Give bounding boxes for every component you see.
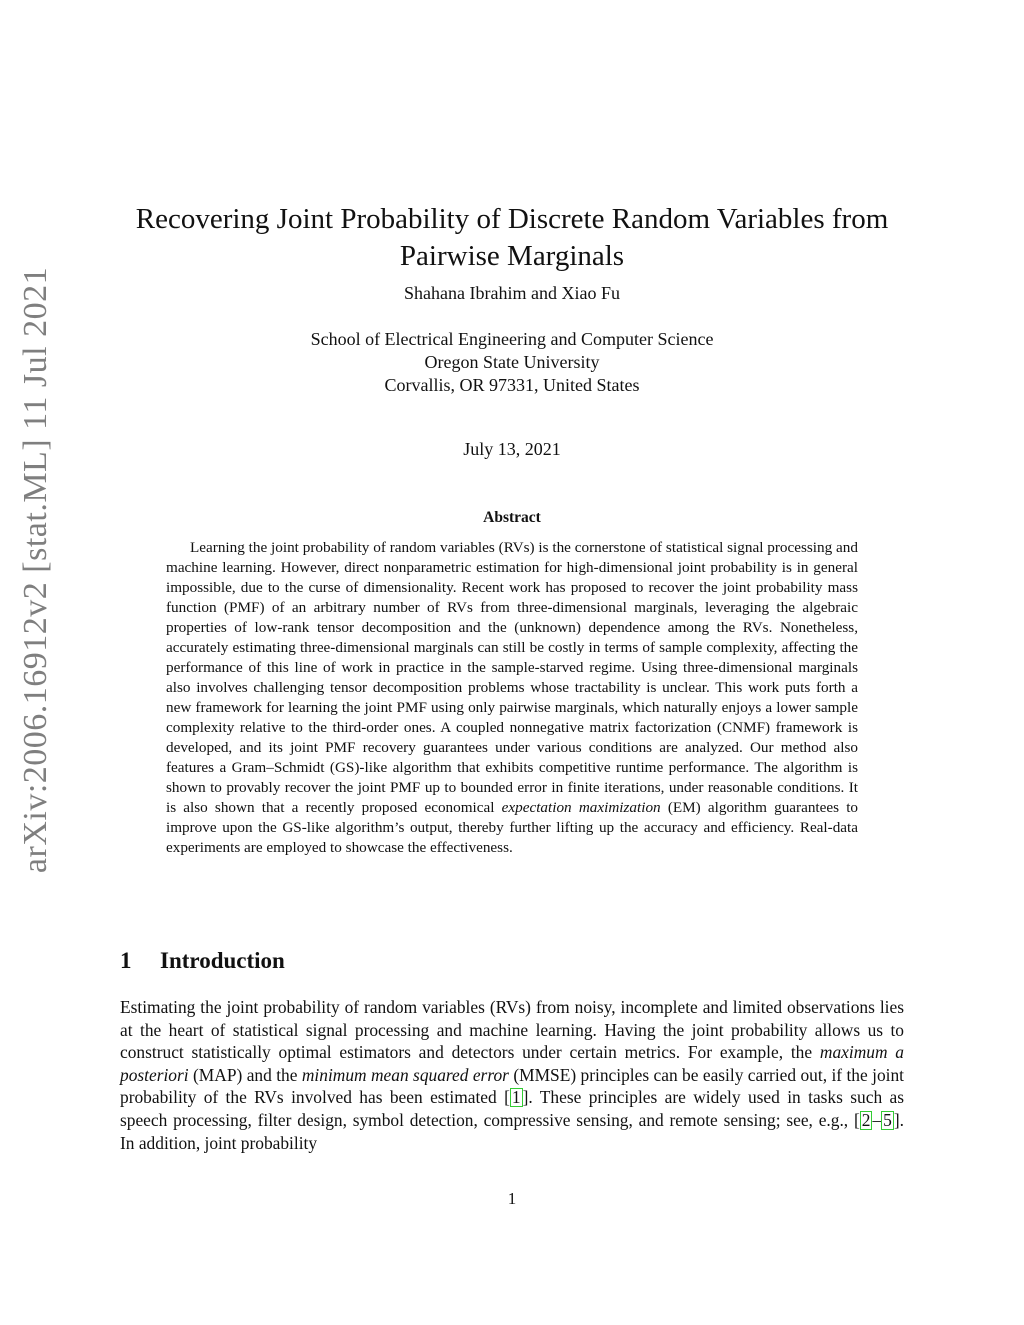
abstract-em-term: expectation maximization (501, 799, 661, 816)
paper-title: Recovering Joint Probability of Discrete Random Variables from Pairwise Marginals (135, 203, 889, 273)
abstract-body (166, 538, 858, 858)
citation-link-5[interactable]: 5 (883, 1109, 892, 1130)
abstract-heading: Abstract (483, 509, 541, 526)
section-heading (120, 948, 285, 974)
mmse-term: minimum mean squared error (301, 1064, 509, 1085)
intro-text-a: Estimating the joint probability of random variables (RVs) from noisy, incomplete and limited observations lies at the heart of statistical signal processing and machine learning. Having the joint probability allows us to construct statistically optimal estimators and detectors under certain metrics. For example, the (120, 997, 904, 1063)
authors: Shahana Ibrahim and Xiao Fu (404, 283, 620, 303)
citation-dash: – (872, 1109, 882, 1130)
intro-body (120, 996, 904, 1154)
intro-text-c: (MMSE) principles can be easily carried out, if the joint probability of the RVs involved has been estimated (120, 1064, 904, 1108)
affiliation-university: Oregon State University (424, 352, 600, 372)
citation-link-2[interactable]: 2 (861, 1109, 871, 1130)
abstract-text-1: Learning the joint probability of random variables (RVs) is the cornerstone of statistical signal processing and machine learning. However, direct nonparametric estimation for high-dimensional joint probability is in general impossible, due to the curse of dimensionality. Recent work has proposed to recover the joint probability mass function (PMF) of an arbitrary number of RVs from three-dimensional marginals, leveraging the algebraic properties of low-rank tensor decomposition and the (unknown) dependence among the RVs. Nonetheless, accurately estimating three-dimensional marginals can still be costly in terms of sample complexity, affecting the performance of this line of work in practice in the sample-starved regime. Using three-dimensional marginals also involves challenging tensor decomposition problems whose tractability is unclear. This work puts forth a new framework for learning the joint PMF using only pairwise marginals, which naturally enjoys a lower sample complexity relative to the third-order ones. A coupled nonnegative matrix factorization (CNMF) framework is developed, and its joint PMF recovery guarantees under various conditions are analyzed. Our method also features a Gram–Schmidt (GS)-like algorithm that exhibits competitive runtime performance. The algorithm is shown to provably recover the joint PMF up to bounded error in finite iterations, under reasonable conditions. It is also shown that a recently proposed economical (166, 539, 858, 816)
intro-text-e: . In addition, joint probability (120, 1109, 904, 1153)
abstract-text-2: (EM) algorithm guarantees to improve upon the GS-like algorithm’s output, thereby further lifting up the accuracy and efficiency. Real-data experiments are employed to showcase the effectiveness. (166, 799, 859, 856)
abstract-paragraph (166, 538, 858, 858)
affiliation-school: School of Electrical Engineering and Computer Science (310, 329, 714, 349)
paper-date: July 13, 2021 (463, 439, 561, 459)
affiliation-address: Corvallis, OR 97331, United States (384, 375, 640, 395)
map-term: maximum a posteriori (120, 1042, 904, 1085)
intro-text-b: (MAP) and the (193, 1064, 298, 1085)
page-number: 1 (507, 1189, 517, 1208)
citation-link-1[interactable]: 1 (511, 1087, 521, 1108)
intro-text-d: . These principles are widely used in tasks such as speech processing, filter design, symbol detection, compressive sensing, and remote sensing; see, e.g., (120, 1087, 905, 1130)
section-number: 1 (120, 948, 132, 973)
intro-paragraph: Estimating the joint probability of random variables (RVs) from noisy, incomplete and limited observations lies at the heart of statistical signal processing and machine learning. Having the joint probability allows us to construct statistically optimal estimators and detectors under certain metrics. For example, the maximum a posteriori (MAP) and the minimum mean squared error (MMSE) principles can be easily carried out, if the joint probability of the RVs involved has been estimated [ 1 ]. These principles are widely used in tasks such as speech processing, filter design, symbol detection, compressive sensing, and remote sensing; see, e.g., [ 2 – 5 ]. In addition, joint probability (120, 997, 905, 1153)
affiliation (112, 328, 912, 397)
arxiv-identifier: arXiv:2006.16912v2 [stat.ML] 11 Jul 2021 (17, 266, 54, 874)
section-title: Introduction (160, 948, 285, 973)
